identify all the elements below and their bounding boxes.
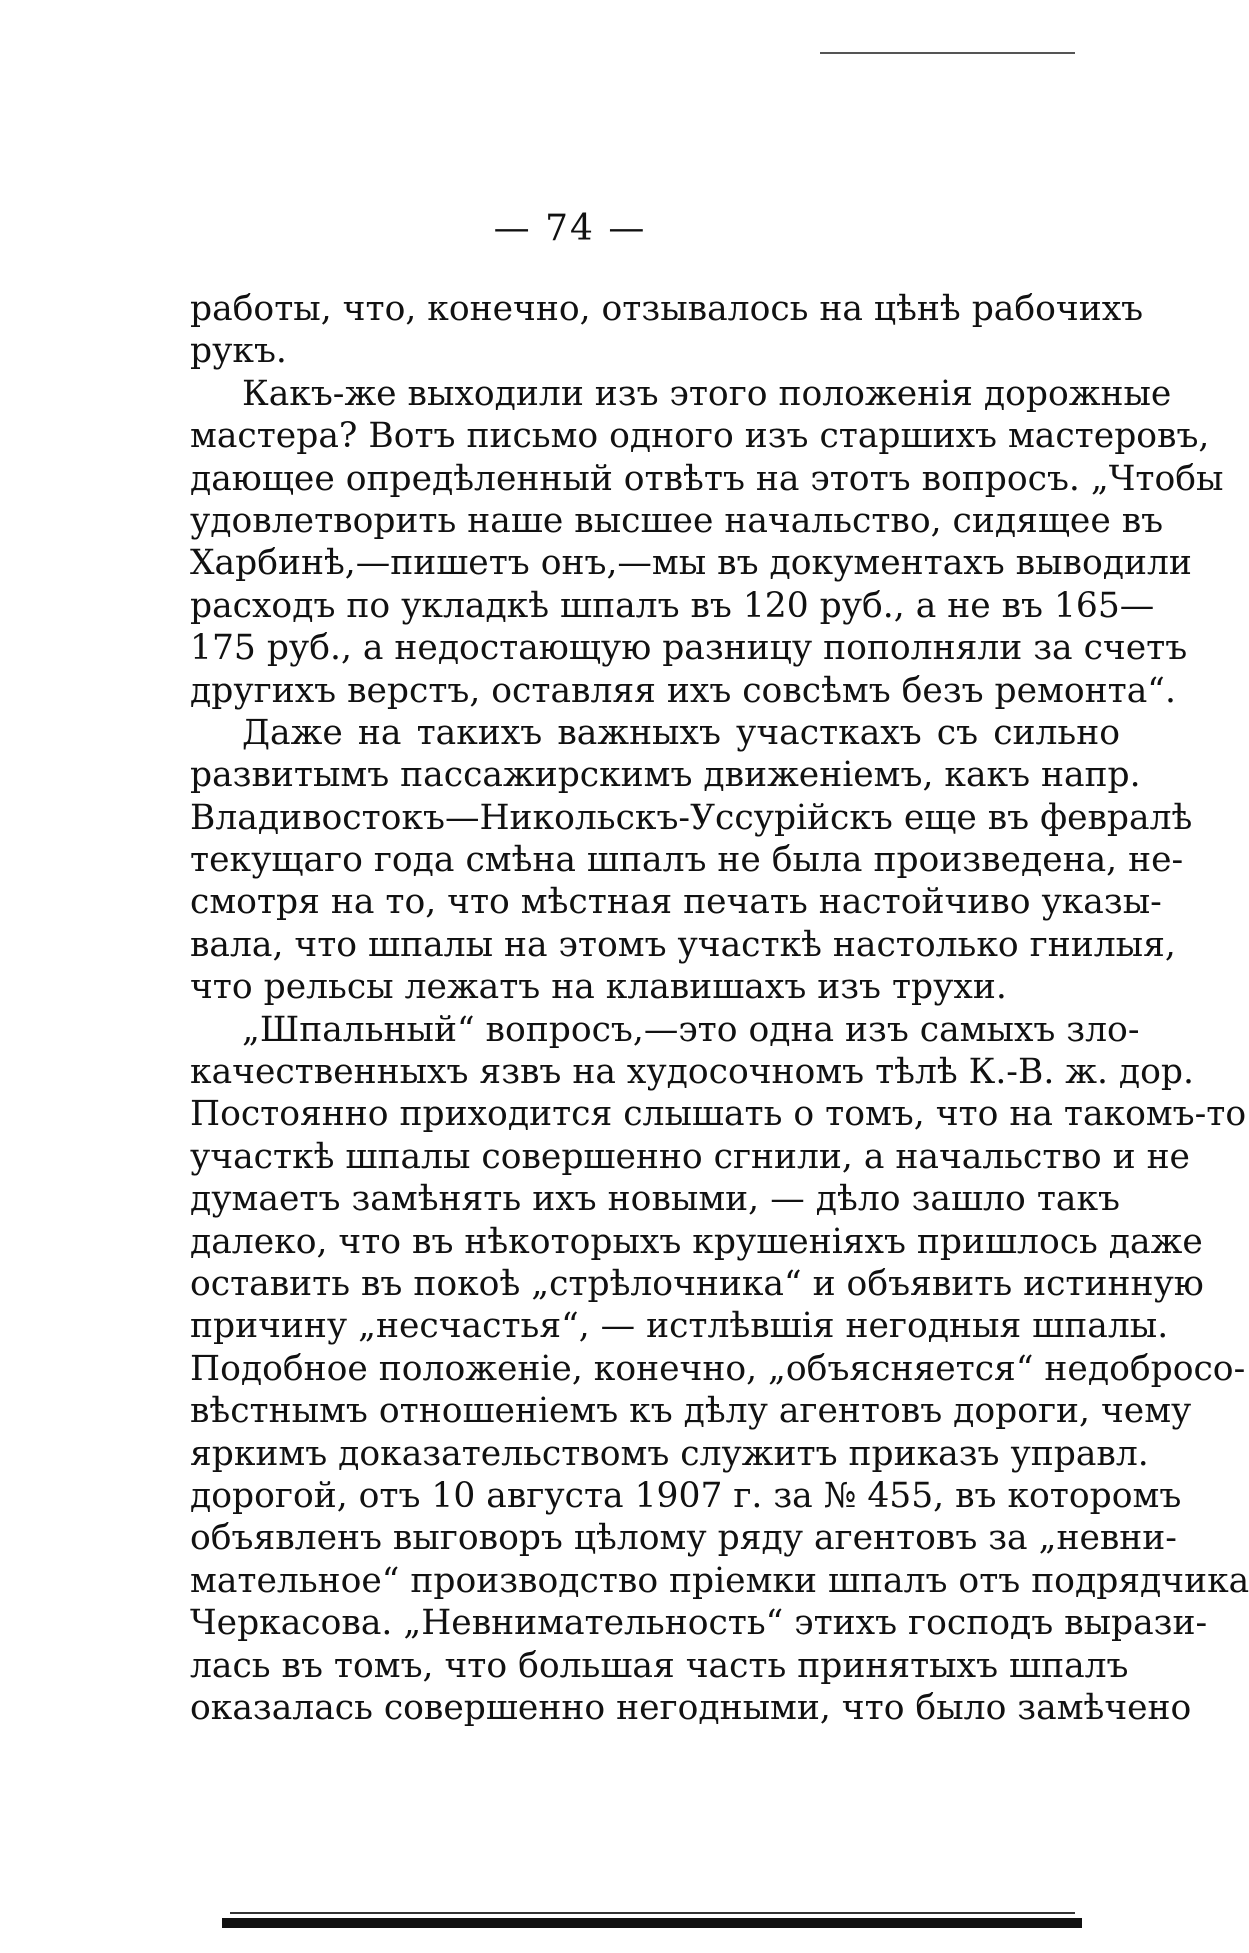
top-rule xyxy=(820,52,1075,54)
page-number: — 74 — xyxy=(493,208,647,249)
bottom-rule-thin xyxy=(230,1912,1075,1914)
text-line: дающее опредѣленный отвѣтъ на этотъ вопросъ. „Чтобы xyxy=(190,458,1224,499)
text-line: качественныхъ язвъ на худосочномъ тѣлѣ К.-В. ж. дор. xyxy=(190,1052,1194,1093)
text-line: развитымъ пассажирскимъ движеніемъ, какъ напр. xyxy=(190,755,1141,796)
text-line: Постоянно приходится слышать о томъ, что на такомъ-то xyxy=(190,1094,1247,1135)
text-line: дорогой, отъ 10 августа 1907 г. за № 455, въ которомъ xyxy=(190,1475,1182,1516)
bottom-rule xyxy=(222,1918,1082,1928)
text-line: яркимъ доказательствомъ служитъ приказъ управл. xyxy=(190,1433,1149,1474)
text-line: оставить въ покоѣ „стрѣлочника“ и объявить истинную xyxy=(190,1263,1204,1304)
text-line: смотря на то, что мѣстная печать настойчиво указы- xyxy=(190,882,1162,923)
text-line: объявленъ выговоръ цѣлому ряду агентовъ за „невни- xyxy=(190,1518,1177,1559)
text-line: причину „несчастья“, — истлѣвшія негодныя шпалы. xyxy=(190,1306,1169,1347)
text-line: рукъ. xyxy=(190,331,287,372)
text-line: другихъ верстъ, оставляя ихъ совсѣмъ безъ ремонта“. xyxy=(190,670,1176,711)
text-line: думаетъ замѣнять ихъ новыми, — дѣло зашло такъ xyxy=(190,1179,1120,1220)
body-text xyxy=(190,288,1249,1729)
text-line: Владивостокъ—Никольскъ-Уссурійскъ еще въ февралѣ xyxy=(190,797,1193,838)
paragraph-3 xyxy=(190,712,1193,1009)
text-line: лась въ томъ, что большая часть принятыхъ шпалъ xyxy=(190,1645,1129,1686)
text-line: мастера? Вотъ письмо одного изъ старшихъ мастеровъ, xyxy=(190,416,1210,457)
text-line: вѣстнымъ отношеніемъ къ дѣлу агентовъ дороги, чему xyxy=(190,1391,1192,1432)
text-line: Даже на такихъ важныхъ участкахъ съ сильно xyxy=(242,712,1120,753)
paragraph-1 xyxy=(190,288,1144,373)
text-line: оказалась совершенно негодными, что было замѣчено xyxy=(190,1687,1192,1728)
text-line: текущаго года смѣна шпалъ не была произведена, не- xyxy=(190,840,1184,881)
text-line: расходъ по укладкѣ шпалъ въ 120 руб., а не въ 165— xyxy=(190,585,1155,626)
text-line: Черкасова. „Невнимательность“ этихъ господъ вырази- xyxy=(190,1603,1208,1644)
text-line: удовлетворить наше высшее начальство, сидящее въ xyxy=(190,500,1164,541)
text-line: Харбинѣ,—пишетъ онъ,—мы въ документахъ выводили xyxy=(190,543,1192,584)
paragraph-4 xyxy=(190,1009,1249,1730)
text-line: Какъ-же выходили изъ этого положенія дорожные xyxy=(242,373,1172,414)
text-line: работы, что, конечно, отзывалось на цѣнѣ рабочихъ xyxy=(190,289,1144,329)
text-line: участкѣ шпалы совершенно сгнили, а начальство и не xyxy=(190,1136,1190,1177)
paragraph-2 xyxy=(190,373,1224,712)
text-line: 175 руб., а недостающую разницу пополняли за счетъ xyxy=(190,628,1188,669)
text-line: далеко, что въ нѣкоторыхъ крушеніяхъ пришлось даже xyxy=(190,1221,1203,1262)
text-line: что рельсы лежатъ на клавишахъ изъ трухи. xyxy=(190,967,1007,1008)
text-line: вала, что шпалы на этомъ участкѣ настолько гнилыя, xyxy=(190,924,1176,965)
text-line: Подобное положеніе, конечно, „объясняется“ недобросо- xyxy=(190,1348,1246,1389)
text-line: „Шпальный“ вопросъ,—это одна изъ самыхъ зло- xyxy=(242,1009,1140,1050)
text-line: мательное“ производство пріемки шпалъ отъ подрядчика xyxy=(190,1560,1249,1601)
